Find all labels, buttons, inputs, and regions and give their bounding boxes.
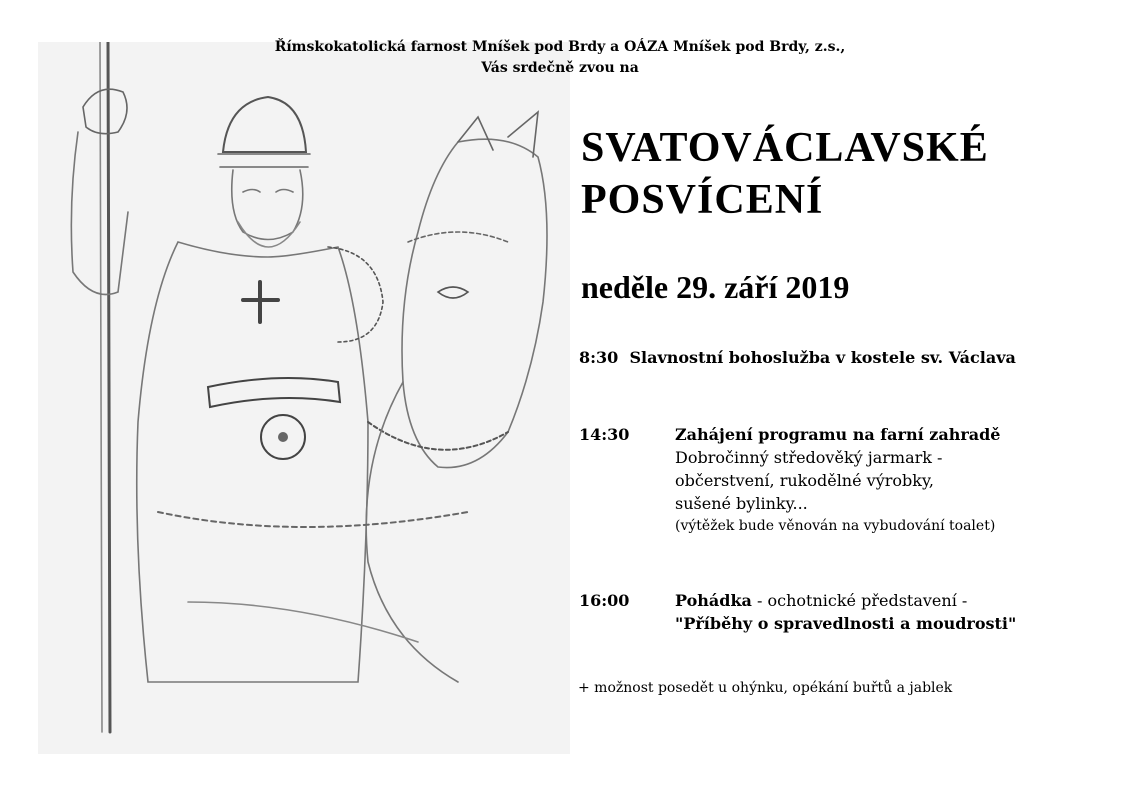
invitation-header xyxy=(200,37,920,79)
program-time: 8:30 xyxy=(579,348,619,367)
program-subtitle: - ochotnické představení - xyxy=(751,591,968,610)
program-line: Dobročinný středověký jarmark - xyxy=(675,448,943,467)
program-time-1600: 16:00 xyxy=(579,591,630,610)
saint-wenceslas-drawing xyxy=(38,42,570,754)
program-item-garden xyxy=(675,423,1000,538)
event-title xyxy=(581,122,989,226)
program-time-1430: 14:30 xyxy=(579,425,630,444)
program-text: Slavnostní bohoslužba v kostele sv. Václava xyxy=(629,348,1016,367)
program-line: sušené bylinky... xyxy=(675,494,808,513)
organizers-line: Římskokatolická farnost Mníšek pod Brdy a OÁZA Mníšek pod Brdy, z.s., xyxy=(274,39,846,55)
program-heading: Pohádka xyxy=(675,591,752,610)
program-item-fairytale xyxy=(675,589,1016,635)
play-title: "Příběhy o spravedlnosti a moudrosti" xyxy=(675,614,1017,633)
program-heading-line xyxy=(675,589,1016,612)
program-note: (výtěžek bude věnován na vybudování toalet) xyxy=(675,518,996,534)
extra-note: + možnost posedět u ohýnku, opékání buřtů a jablek xyxy=(578,680,953,696)
title-line-1: SVATOVÁCLAVSKÉ xyxy=(581,125,989,171)
title-line-2: POSVÍCENÍ xyxy=(581,177,824,223)
event-date: neděle 29. září 2019 xyxy=(581,269,850,305)
program-line: občerstvení, rukodělné výrobky, xyxy=(675,471,934,490)
invite-line: Vás srdečně zvou na xyxy=(481,60,639,76)
program-heading: Zahájení programu na farní zahradě xyxy=(675,425,1001,444)
program-item-mass xyxy=(579,346,1016,369)
